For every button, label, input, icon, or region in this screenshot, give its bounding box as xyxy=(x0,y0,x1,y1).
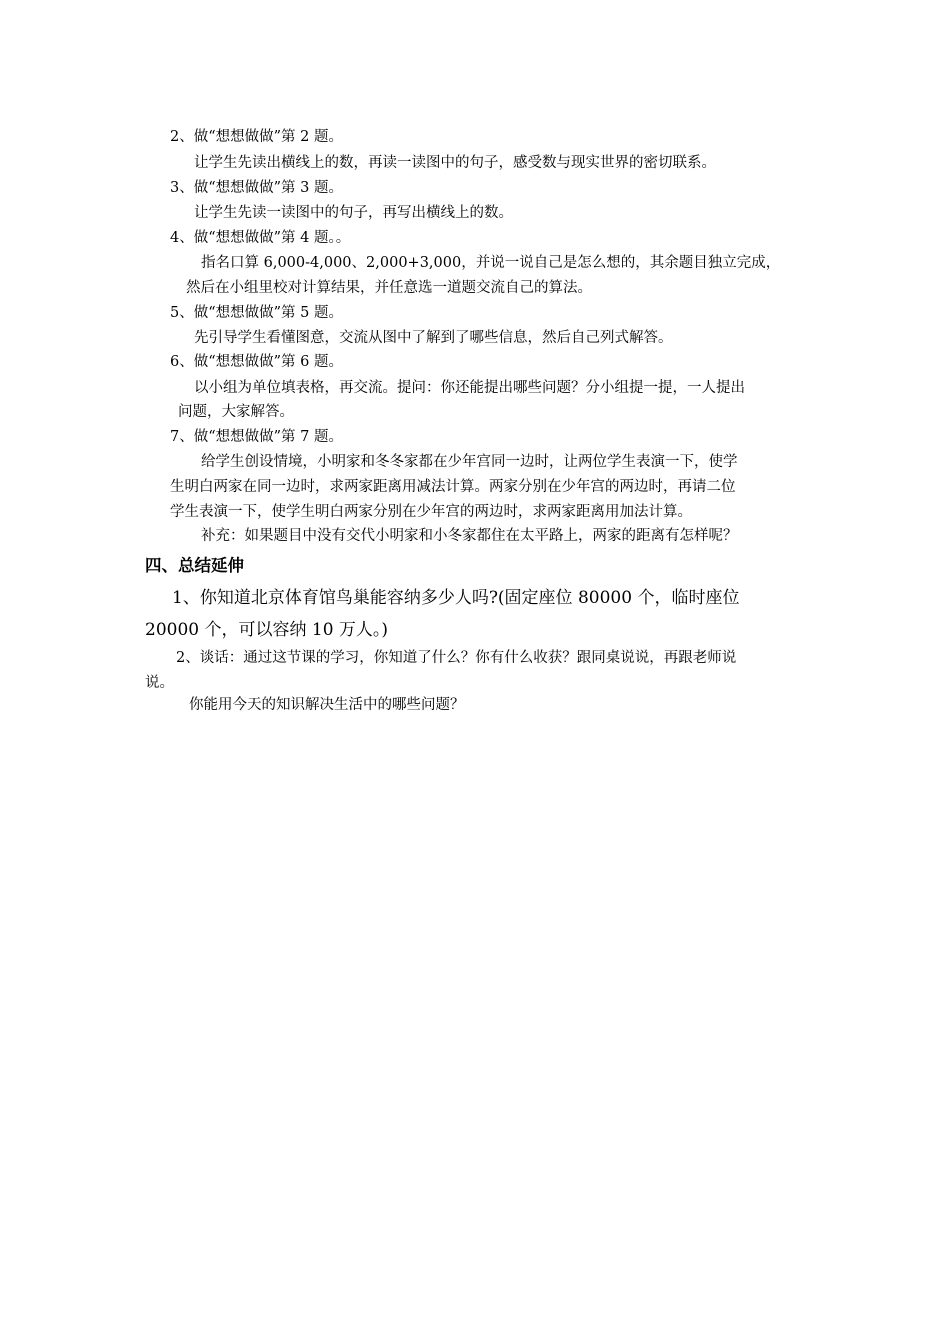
exercise-3-text: 让学生先读一读图中的句子，再写出横线上的数。 xyxy=(194,205,513,221)
exercise-7-heading: 7、做“想想做做”第 7 题。 xyxy=(170,429,343,445)
exercise-7-text-line-2: 生明白两家在同一边时，求两家距离用减法计算。两家分别在少年宫的两边时，再请二位 xyxy=(170,479,736,495)
exercise-4-text-line-1: 指名口算 6,000-4,000、2,000+3,000，并说一说自己是怎么想的，其余题目独立完成， xyxy=(201,255,781,271)
exercise-6-text-line-1: 以小组为单位填表格，再交流。提问：你还能提出哪些问题？分小组提一提，一人提出 xyxy=(194,380,745,396)
exercise-4-text-line-2: 然后在小组里校对计算结果，并任意选一道题交流自己的算法。 xyxy=(186,280,592,296)
exercise-7-text-line-3: 学生表演一下，使学生明白两家分别在少年宫的两边时，求两家距离用加法计算。 xyxy=(170,504,692,520)
section-4-heading: 四、总结延伸 xyxy=(145,556,244,575)
exercise-5-text: 先引导学生看懂图意，交流从图中了解到了哪些信息，然后自己列式解答。 xyxy=(194,330,673,346)
summary-item-2-line-2: 说。 xyxy=(145,675,174,691)
exercise-7-text-line-1: 给学生创设情境，小明家和冬冬家都在少年宫同一边时，让两位学生表演一下，使学 xyxy=(201,454,738,470)
exercise-7-supplement: 补充：如果题目中没有交代小明家和小冬家都住在太平路上，两家的距离有怎样呢？ xyxy=(201,528,738,544)
exercise-4-heading: 4、做“想想做做”第 4 题。。 xyxy=(170,230,351,246)
summary-item-2-line-1: 2、谈话：通过这节课的学习，你知道了什么？你有什么收获？跟同桌说说，再跟老师说 xyxy=(176,650,737,666)
exercise-5-heading: 5、做“想想做做”第 5 题。 xyxy=(170,305,343,321)
exercise-2-heading: 2、做“想想做做”第 2 题。 xyxy=(170,129,343,145)
exercise-6-text-line-2: 问题，大家解答。 xyxy=(178,404,294,420)
exercise-6-heading: 6、做“想想做做”第 6 题。 xyxy=(170,354,343,370)
summary-item-1-line-1: 1、你知道北京体育馆鸟巢能容纳多少人吗?(固定座位 80000 个，临时座位 xyxy=(172,588,740,608)
summary-question: 你能用今天的知识解决生活中的哪些问题？ xyxy=(189,697,465,713)
exercise-2-text: 让学生先读出横线上的数，再读一读图中的句子，感受数与现实世界的密切联系。 xyxy=(194,155,716,171)
exercise-3-heading: 3、做“想想做做”第 3 题。 xyxy=(170,180,343,196)
summary-item-1-line-2: 20000 个，可以容纳 10 万人。) xyxy=(145,620,389,640)
